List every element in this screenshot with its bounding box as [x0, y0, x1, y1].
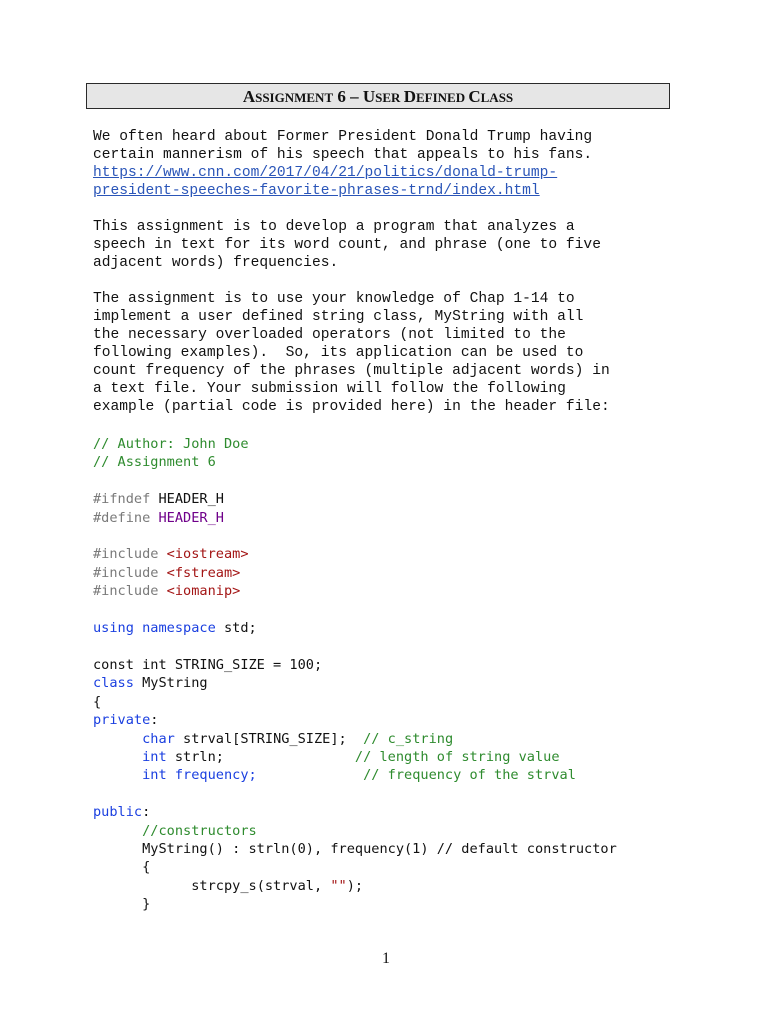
purpose-line-2: speech in text for its word count, and phrase (one to five: [93, 237, 601, 253]
code-open-brace: {: [93, 693, 102, 710]
req-line-3: the necessary overloaded operators (not limited to the: [93, 327, 566, 343]
page-number: 1: [382, 950, 390, 967]
code-using-namespace: std;: [215, 620, 257, 637]
req-line-5: count frequency of the phrases (multiple adjacent words) in: [93, 363, 610, 379]
assignment-title: ASSIGNMENT 6 – USER DEFINED CLASS: [86, 83, 670, 109]
req-line-2: implement a user defined string class, MyString with all: [93, 309, 584, 325]
code-class-decl: MyString: [133, 675, 208, 692]
purpose-paragraph: [93, 218, 601, 272]
code-comment-constructors: //constructors: [142, 822, 257, 839]
cnn-link-line-2[interactable]: president-speeches-favorite-phrases-trnd/index.html: [93, 183, 540, 199]
code-include-iostream: <iostream>: [158, 546, 249, 563]
code-comment-assignment: // Assignment 6: [93, 454, 216, 471]
intro-line-1: We often heard about Former President Donald Trump having: [93, 129, 593, 145]
code-default-constructor: MyString() : strln(0), frequency(1) // default constructor: [142, 840, 617, 857]
intro-line-2: certain mannerism of his speech that appeals to his fans.: [93, 147, 593, 163]
purpose-line-3: adjacent words) frequencies.: [93, 255, 339, 271]
code-define: HEADER_H: [150, 509, 224, 526]
code-include-iomanip: <iomanip>: [158, 583, 241, 600]
req-line-6: a text file. Your submission will follow the following: [93, 381, 566, 397]
code-member-frequency: int frequency;: [142, 767, 257, 784]
code-listing: // Author: John Doe // Assignment 6 #ifndef HEADER_H #define HEADER_H #include <iostream> #include <fstream> #include <iomanip> using namespace std; const int STRING_SIZE = 100; class MyString { private: char strval[STRING_SIZE]; // c_string int strln; // length of string value int frequency; // frequency of the strval public: //constructors MyString() : strln(0), frequency(1) // default constructor { strcpy_s(strval, ""); }: [93, 436, 617, 913]
code-public-label: public: [93, 804, 143, 821]
intro-paragraph: [93, 128, 592, 200]
code-member-strln: strln;: [166, 748, 355, 765]
code-ifndef: HEADER_H: [150, 491, 224, 508]
code-const-string-size: const int STRING_SIZE = 100;: [93, 656, 323, 673]
code-close-brace: }: [142, 896, 151, 913]
code-include-fstream: <fstream>: [158, 564, 241, 581]
purpose-line-1: This assignment is to develop a program that analyzes a: [93, 219, 575, 235]
requirements-paragraph: [93, 290, 610, 416]
code-private-label: private: [93, 712, 151, 729]
cnn-link-line-1[interactable]: https://www.cnn.com/2017/04/21/politics/donald-trump-: [93, 165, 558, 181]
req-line-1: The assignment is to use your knowledge of Chap 1-14 to: [93, 291, 575, 307]
req-line-7: example (partial code is provided here) in the header file:: [93, 399, 610, 415]
req-line-4: following examples). So, its application can be used to: [93, 345, 584, 361]
code-comment-author: // Author: John Doe: [93, 436, 249, 452]
code-strcpy-call: strcpy_s(strval,: [191, 877, 331, 894]
code-member-strval: strval[STRING_SIZE];: [174, 730, 364, 747]
